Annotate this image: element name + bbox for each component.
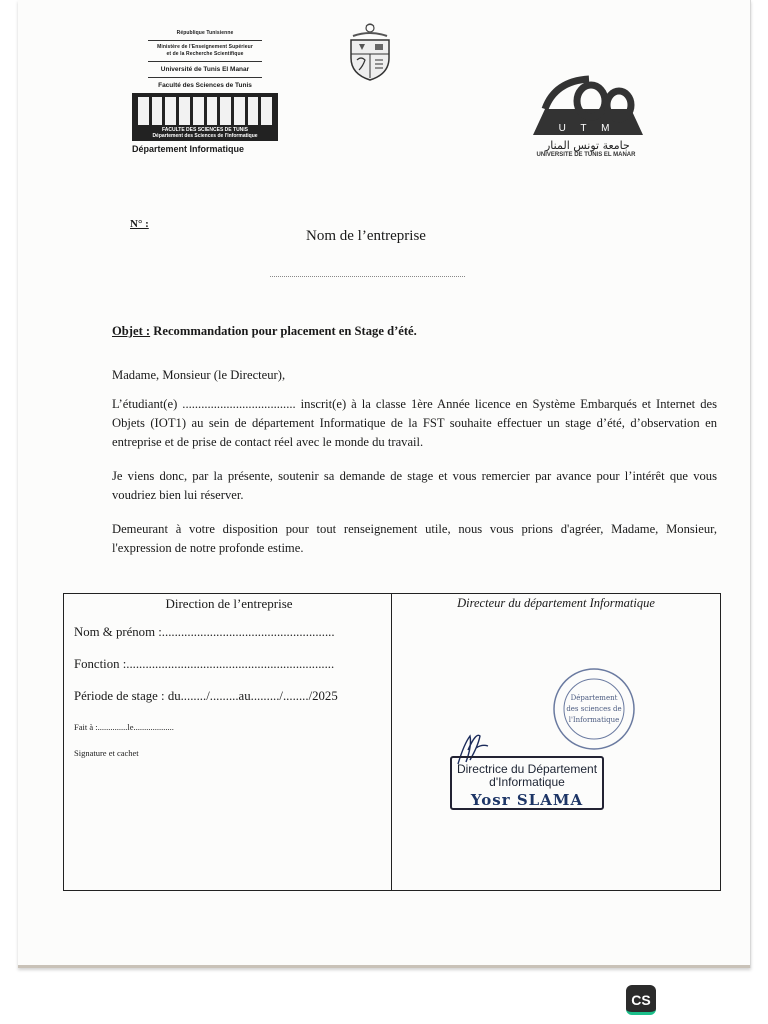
divider bbox=[148, 40, 262, 41]
company-dotted-line bbox=[270, 276, 465, 277]
department-column bbox=[392, 594, 720, 611]
subject-line bbox=[112, 322, 717, 341]
round-stamp bbox=[551, 666, 637, 752]
fst-logo-caption-1: FACULTE DES SCIENCES DE TUNIS bbox=[161, 127, 249, 133]
paragraph-closing: Demeurant à votre disposition pour tout renseignement utile, nous vous prions d'agréer, Madame, Monsieur, l'expression de notre profonde estime. bbox=[112, 522, 717, 555]
divider bbox=[148, 77, 262, 78]
stamp-line-2: d'Informatique bbox=[489, 775, 565, 789]
fst-logo-caption bbox=[132, 127, 278, 139]
round-stamp-line-2: des sciences de bbox=[566, 705, 622, 713]
camscanner-badge[interactable]: CS bbox=[626, 985, 656, 1015]
fst-logo-caption-2: Département des Sciences de l'Informatique bbox=[152, 133, 258, 139]
period-field[interactable]: Période de stage : du......../.........au........./......../2025 bbox=[74, 689, 338, 703]
coat-of-arms-icon bbox=[345, 22, 395, 84]
fst-logo-columns bbox=[138, 97, 272, 125]
ministry-line-2: et de la Recherche Scientifique bbox=[166, 51, 244, 57]
paragraph-support: Je viens donc, par la présente, soutenir sa demande de stage et vous remercier par avance pour l’intérêt que vous voudriez bien lui réserver. bbox=[112, 469, 717, 502]
utm-letters: U T M bbox=[558, 123, 616, 134]
university-label: Université de Tunis El Manar bbox=[160, 66, 250, 73]
ministry-line-1: Ministère de l'Enseignement Supérieur bbox=[157, 44, 253, 50]
salutation: Madame, Monsieur (le Directeur), bbox=[112, 368, 286, 382]
subject-label: Objet : bbox=[112, 324, 151, 338]
institution-header bbox=[130, 30, 280, 154]
reference-number-label: N° : bbox=[130, 218, 149, 230]
stamp-name: Yosr SLAMA bbox=[470, 791, 584, 809]
function-field[interactable]: Fonction :................................................................. bbox=[74, 657, 335, 671]
department-column-title: Directeur du département Informatique bbox=[457, 596, 655, 610]
round-stamp-line-3: l'Informatique bbox=[568, 716, 620, 724]
divider bbox=[148, 61, 262, 62]
company-name-heading: Nom de l’entreprise bbox=[306, 228, 426, 244]
director-stamp bbox=[450, 756, 604, 810]
utm-arabic-text: ﺟﺎﻣﻌﺔ ﺗﻮﻧﺲ ﺍﻟﻤﻨﺎﺭ bbox=[545, 139, 630, 152]
name-field[interactable]: Nom & prénom :...................................................... bbox=[74, 625, 335, 639]
department-label: Département Informatique bbox=[132, 144, 245, 154]
done-at-field[interactable]: Fait à :..............le................... bbox=[74, 722, 174, 732]
company-column-title: Direction de l’entreprise bbox=[165, 596, 293, 611]
utm-caption: UNIVERSITE DE TUNIS EL MANAR bbox=[536, 152, 636, 158]
page-edge bbox=[18, 965, 750, 968]
signature-field[interactable]: Signature et cachet bbox=[74, 748, 139, 758]
faculty-label: Faculté des Sciences de Tunis bbox=[158, 82, 252, 89]
round-stamp-line-1: Département bbox=[570, 694, 618, 702]
republic-label: République Tunisienne bbox=[176, 30, 234, 36]
fst-logo bbox=[132, 93, 278, 141]
stamp-line-1: Directrice du Département bbox=[456, 762, 598, 776]
subject-text: Recommandation pour placement en Stage d’été. bbox=[150, 324, 417, 338]
company-column bbox=[74, 594, 384, 758]
paragraph-student: L’étudiant(e) .................................... inscrit(e) à la classe 1ère Année licence en Système Embarqués et Internet des Objets (IOT1) au sein de département Informatique de la FST souhaite effectuer un stage d’été, d’observation en entreprise et de prise de contact réel avec le monde du travail. bbox=[112, 397, 717, 449]
signature-table bbox=[63, 593, 721, 891]
column-divider bbox=[391, 594, 392, 890]
